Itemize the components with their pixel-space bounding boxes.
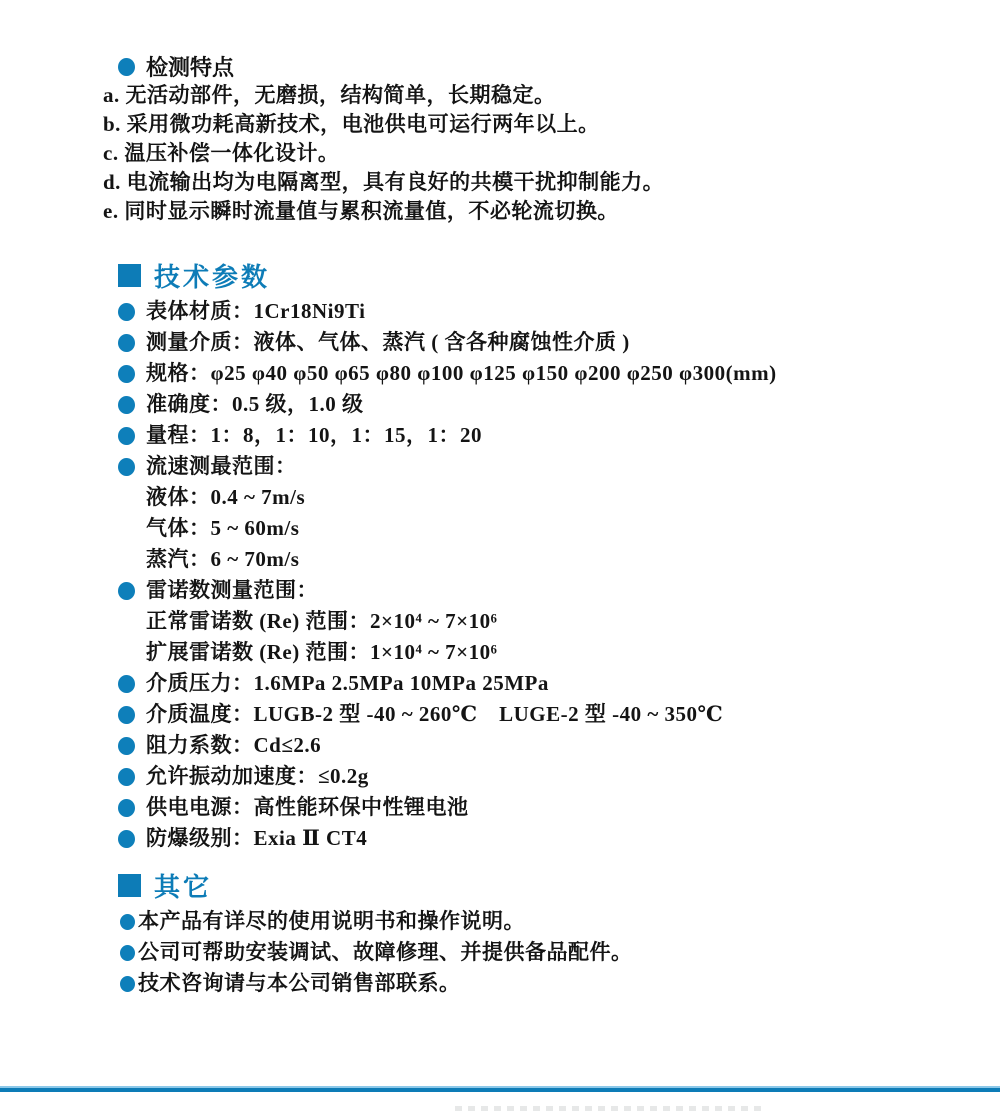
spec-text: 介质压力：1.6MPa 2.5MPa 10MPa 25MPa xyxy=(146,671,549,695)
spec-text: 表体材质：1Cr18Ni9Ti xyxy=(146,299,366,323)
other-list xyxy=(103,906,983,999)
spec-item xyxy=(103,761,983,792)
other-text: 本产品有详尽的使用说明书和操作说明。 xyxy=(138,909,525,933)
spec-subitem: 蒸汽：6 ~ 70m/s xyxy=(146,547,300,571)
page-content xyxy=(103,52,983,999)
spec-text: 量程：1：8，1：10，1：15，1：20 xyxy=(146,423,482,447)
bullet-dot-icon xyxy=(120,945,135,961)
bullet-dot-icon xyxy=(120,914,135,930)
spec-text: 准确度：0.5 级，1.0 级 xyxy=(146,392,364,416)
feature-line: e. 同时显示瞬时流量值与累积流量值，不必轮流切换。 xyxy=(103,199,619,223)
other-item xyxy=(103,906,983,937)
tech-params-title: 技术参数 xyxy=(154,261,271,292)
feature-line: d. 电流输出均为电隔离型，具有良好的共模干扰抑制能力。 xyxy=(103,170,665,194)
footer-cutoff-text xyxy=(455,1106,765,1111)
other-text: 公司可帮助安装调试、故障修理、并提供备品配件。 xyxy=(138,940,633,964)
bullet-dot-icon xyxy=(118,830,135,848)
spec-item xyxy=(103,668,983,699)
spec-text: 供电电源：高性能环保中性锂电池 xyxy=(146,795,469,819)
bullet-dot-icon xyxy=(118,675,135,693)
bullet-dot-icon xyxy=(118,768,135,786)
spec-item xyxy=(103,358,983,389)
spec-text: 允许振动加速度：≤0.2g xyxy=(146,764,369,788)
bullet-dot-icon xyxy=(118,737,135,755)
tech-params-section xyxy=(103,260,983,854)
spec-text: 流速测最范围： xyxy=(146,454,297,478)
spec-text: 雷诺数测量范围： xyxy=(146,578,318,602)
features-heading xyxy=(103,52,983,81)
bullet-dot-icon xyxy=(118,303,135,321)
bullet-dot-icon xyxy=(118,427,135,445)
tech-params-heading xyxy=(103,260,983,290)
bullet-dot-icon xyxy=(118,582,135,600)
bullet-dot-icon xyxy=(118,706,135,724)
bullet-dot-icon xyxy=(120,976,135,992)
spec-text: 测量介质：液体、气体、蒸汽 ( 含各种腐蚀性介质 ) xyxy=(146,330,630,354)
spec-item xyxy=(103,699,983,730)
spec-item xyxy=(103,730,983,761)
spec-subitem: 正常雷诺数 (Re) 范围：2×10⁴ ~ 7×10⁶ xyxy=(146,609,498,633)
divider-dark-line xyxy=(0,1088,1000,1092)
bullet-dot-icon xyxy=(118,58,135,76)
spec-text: 防爆级别：Exia Ⅱ CT4 xyxy=(146,826,368,850)
other-item xyxy=(103,968,983,999)
spec-text: 规格：φ25 φ40 φ50 φ65 φ80 φ100 φ125 φ150 φ200 φ250 φ300(mm) xyxy=(146,361,777,385)
other-text: 技术咨询请与本公司销售部联系。 xyxy=(138,971,461,995)
bullet-dot-icon xyxy=(118,365,135,383)
other-heading xyxy=(103,870,983,900)
section-square-icon xyxy=(118,874,141,897)
bullet-dot-icon xyxy=(118,396,135,414)
spec-subitem: 扩展雷诺数 (Re) 范围：1×10⁴ ~ 7×10⁶ xyxy=(146,640,498,664)
spec-item xyxy=(103,327,983,358)
spec-subitem: 液体：0.4 ~ 7m/s xyxy=(146,485,306,509)
spec-item xyxy=(103,420,983,451)
spec-item xyxy=(103,575,983,606)
spec-subitem: 气体：5 ~ 60m/s xyxy=(146,516,300,540)
other-item xyxy=(103,937,983,968)
features-title: 检测特点 xyxy=(146,55,235,80)
spec-item xyxy=(103,296,983,327)
bullet-dot-icon xyxy=(118,458,135,476)
feature-line: b. 采用微功耗高新技术，电池供电可运行两年以上。 xyxy=(103,112,600,136)
spec-item xyxy=(103,792,983,823)
feature-line: a. 无活动部件，无磨损，结构简单，长期稳定。 xyxy=(103,83,556,107)
spec-text: 阻力系数：Cd≤2.6 xyxy=(146,733,322,757)
spec-item xyxy=(103,823,983,854)
other-section xyxy=(103,870,983,999)
spec-text: 介质温度：LUGB-2 型 -40 ~ 260℃ LUGE-2 型 -40 ~ 350℃ xyxy=(146,702,724,726)
section-square-icon xyxy=(118,264,141,287)
tech-params-list xyxy=(103,296,983,854)
spec-item xyxy=(103,451,983,482)
bullet-dot-icon xyxy=(118,334,135,352)
bullet-dot-icon xyxy=(118,799,135,817)
spec-item xyxy=(103,389,983,420)
feature-line: c. 温压补偿一体化设计。 xyxy=(103,141,340,165)
other-title: 其它 xyxy=(154,871,213,902)
bottom-divider xyxy=(0,1086,1000,1092)
